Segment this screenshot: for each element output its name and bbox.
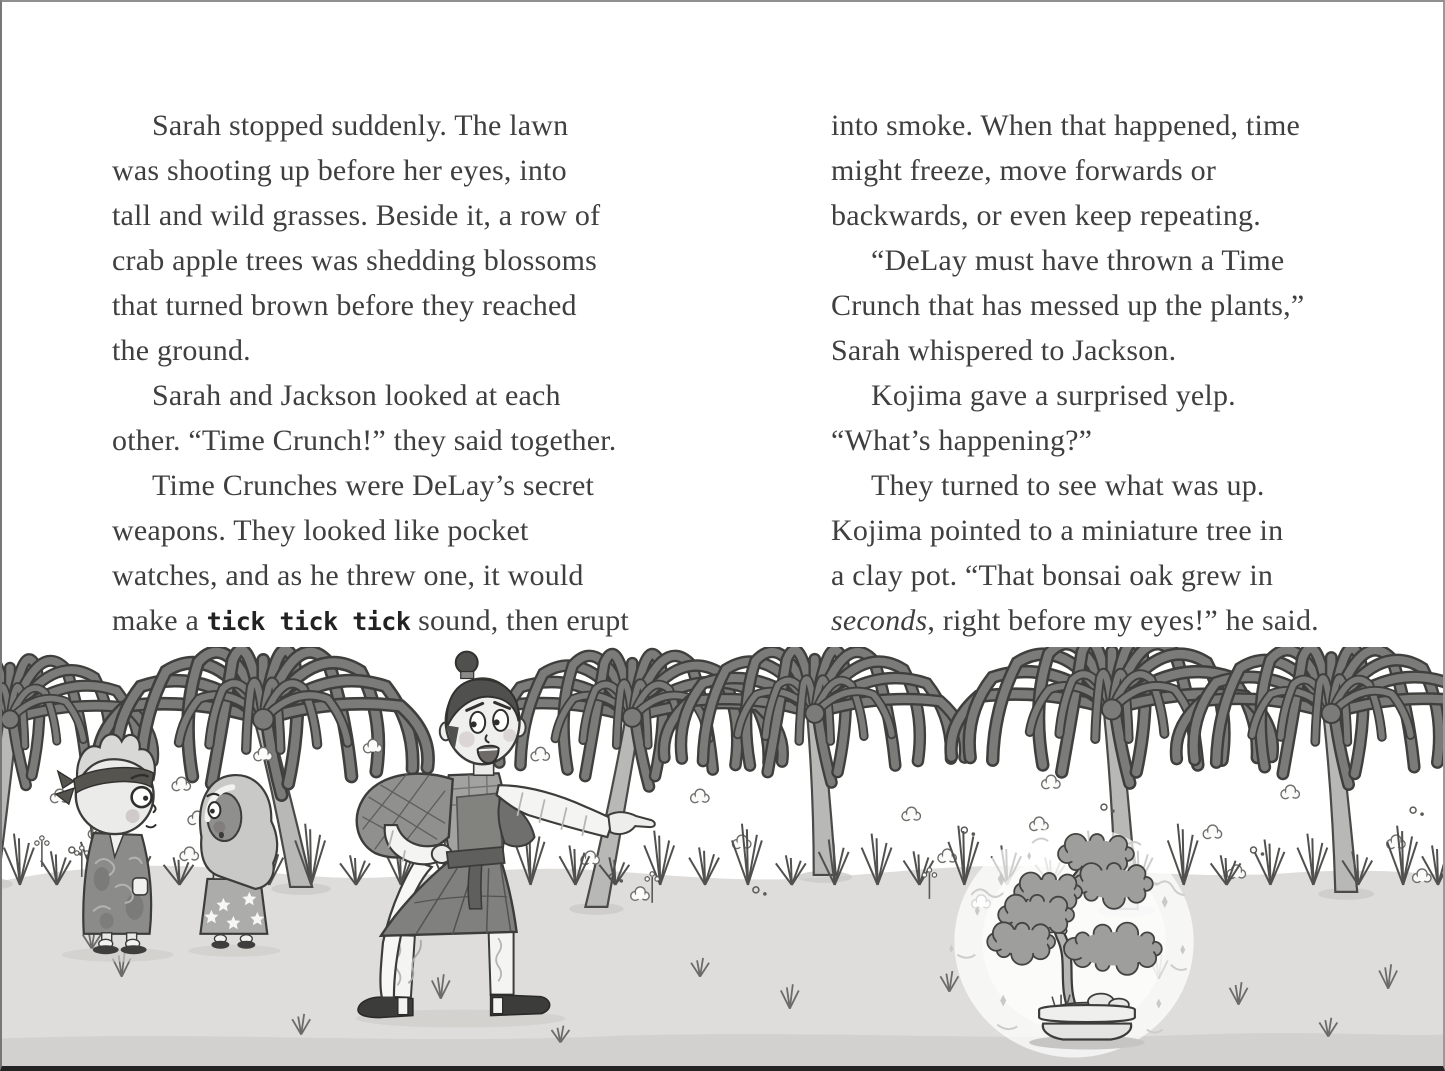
text-segment: crab apple trees was shedding blossoms — [112, 244, 597, 277]
blossom-puff — [1413, 869, 1431, 882]
girl-shoe — [211, 941, 229, 949]
text-segment: tall and wild grasses. Beside it, a row of — [112, 199, 601, 232]
text-segment: They turned to see what was up. — [871, 469, 1265, 502]
samurai-topknot — [456, 652, 478, 674]
girl-shoe — [237, 941, 255, 949]
falling-dot — [1410, 807, 1424, 816]
text-segment-italic: seconds — [831, 604, 928, 637]
left-text-column — [112, 103, 712, 643]
text-line — [831, 193, 1391, 238]
boy-sandal — [121, 945, 147, 954]
pot-rim — [1039, 1005, 1135, 1022]
girl-shadow — [188, 945, 280, 957]
text-line — [831, 283, 1391, 328]
text-segment: Time Crunches were DeLay’s secret — [152, 469, 595, 502]
blossom-puff — [531, 747, 549, 760]
text-line — [831, 103, 1391, 148]
text-segment: “What’s happening?” — [831, 424, 1093, 457]
text-line — [112, 328, 712, 373]
samurai-leg — [489, 931, 514, 995]
text-segment: a clay pot. “That bonsai oak grew in — [831, 559, 1274, 592]
falling-dot — [1251, 847, 1265, 856]
text-line — [112, 103, 712, 148]
samurai-pointing-hand — [608, 812, 655, 834]
samurai-cheek — [459, 731, 475, 747]
illustration — [2, 647, 1443, 1068]
blossom-puff — [1030, 817, 1048, 830]
text-segment: Kojima gave a surprised yelp. — [871, 379, 1236, 412]
right-text-column — [831, 103, 1391, 643]
boy-cheek — [126, 809, 140, 823]
blossom-puff — [180, 847, 198, 860]
boy-eye — [132, 787, 152, 807]
text-segment: , right before my eyes!” he said. — [927, 604, 1319, 637]
text-segment: was shooting up before her eyes, into — [112, 154, 567, 187]
text-line — [112, 373, 712, 418]
text-segment: “DeLay must have thrown a Time — [871, 244, 1285, 277]
text-segment: Sarah stopped suddenly. The lawn — [152, 109, 569, 142]
grass-tuft — [732, 824, 762, 885]
text-segment: watches, and as he threw one, it would — [112, 559, 584, 592]
text-line — [112, 553, 712, 598]
text-segment: might freeze, move forwards or — [831, 154, 1217, 187]
text-line — [112, 148, 712, 193]
text-line — [112, 238, 712, 283]
text-line — [831, 418, 1391, 463]
text-line — [112, 193, 712, 238]
text-segment: backwards, or even keep repeating. — [831, 199, 1261, 232]
text-segment: that turned brown before they reached — [112, 289, 577, 322]
text-line — [112, 418, 712, 463]
girl-cheek — [213, 821, 225, 833]
text-segment: Crunch that has messed up the plants,” — [831, 289, 1305, 322]
blossom-puff — [1281, 785, 1299, 798]
text-segment: Sarah and Jackson looked at each — [152, 379, 561, 412]
text-line — [831, 508, 1391, 553]
text-segment: Sarah whispered to Jackson. — [831, 334, 1177, 367]
text-line — [831, 373, 1391, 418]
text-line — [831, 598, 1391, 643]
text-segment: Kojima pointed to a miniature tree in — [831, 514, 1284, 547]
boy-sandal — [93, 945, 119, 954]
samurai-cheek — [503, 729, 516, 742]
text-line — [112, 463, 712, 508]
text-segment: sound, then erupt — [410, 604, 629, 637]
text-segment-bold: tick tick tick — [206, 607, 411, 636]
blossom-puff — [1203, 825, 1221, 838]
flower-sprig — [35, 836, 49, 867]
blossom-puff — [691, 789, 709, 802]
text-line — [831, 463, 1391, 508]
text-segment: into smoke. When that happened, time — [831, 109, 1301, 142]
text-line — [831, 238, 1391, 283]
text-line — [831, 148, 1391, 193]
text-line — [112, 508, 712, 553]
blossom-puff — [902, 807, 920, 820]
text-line — [112, 598, 712, 643]
text-line — [112, 283, 712, 328]
text-segment: weapons. They looked like pocket — [112, 514, 529, 547]
blossom-puff — [1042, 775, 1060, 788]
text-line — [831, 328, 1391, 373]
boy-hand — [133, 878, 148, 895]
text-segment: other. “Time Crunch!” they said together. — [112, 424, 617, 457]
text-segment: the ground. — [112, 334, 251, 367]
clay-pot — [1043, 1024, 1131, 1040]
text-line — [831, 553, 1391, 598]
girl-in-headscarf — [188, 775, 280, 957]
text-segment: make a — [112, 604, 207, 637]
